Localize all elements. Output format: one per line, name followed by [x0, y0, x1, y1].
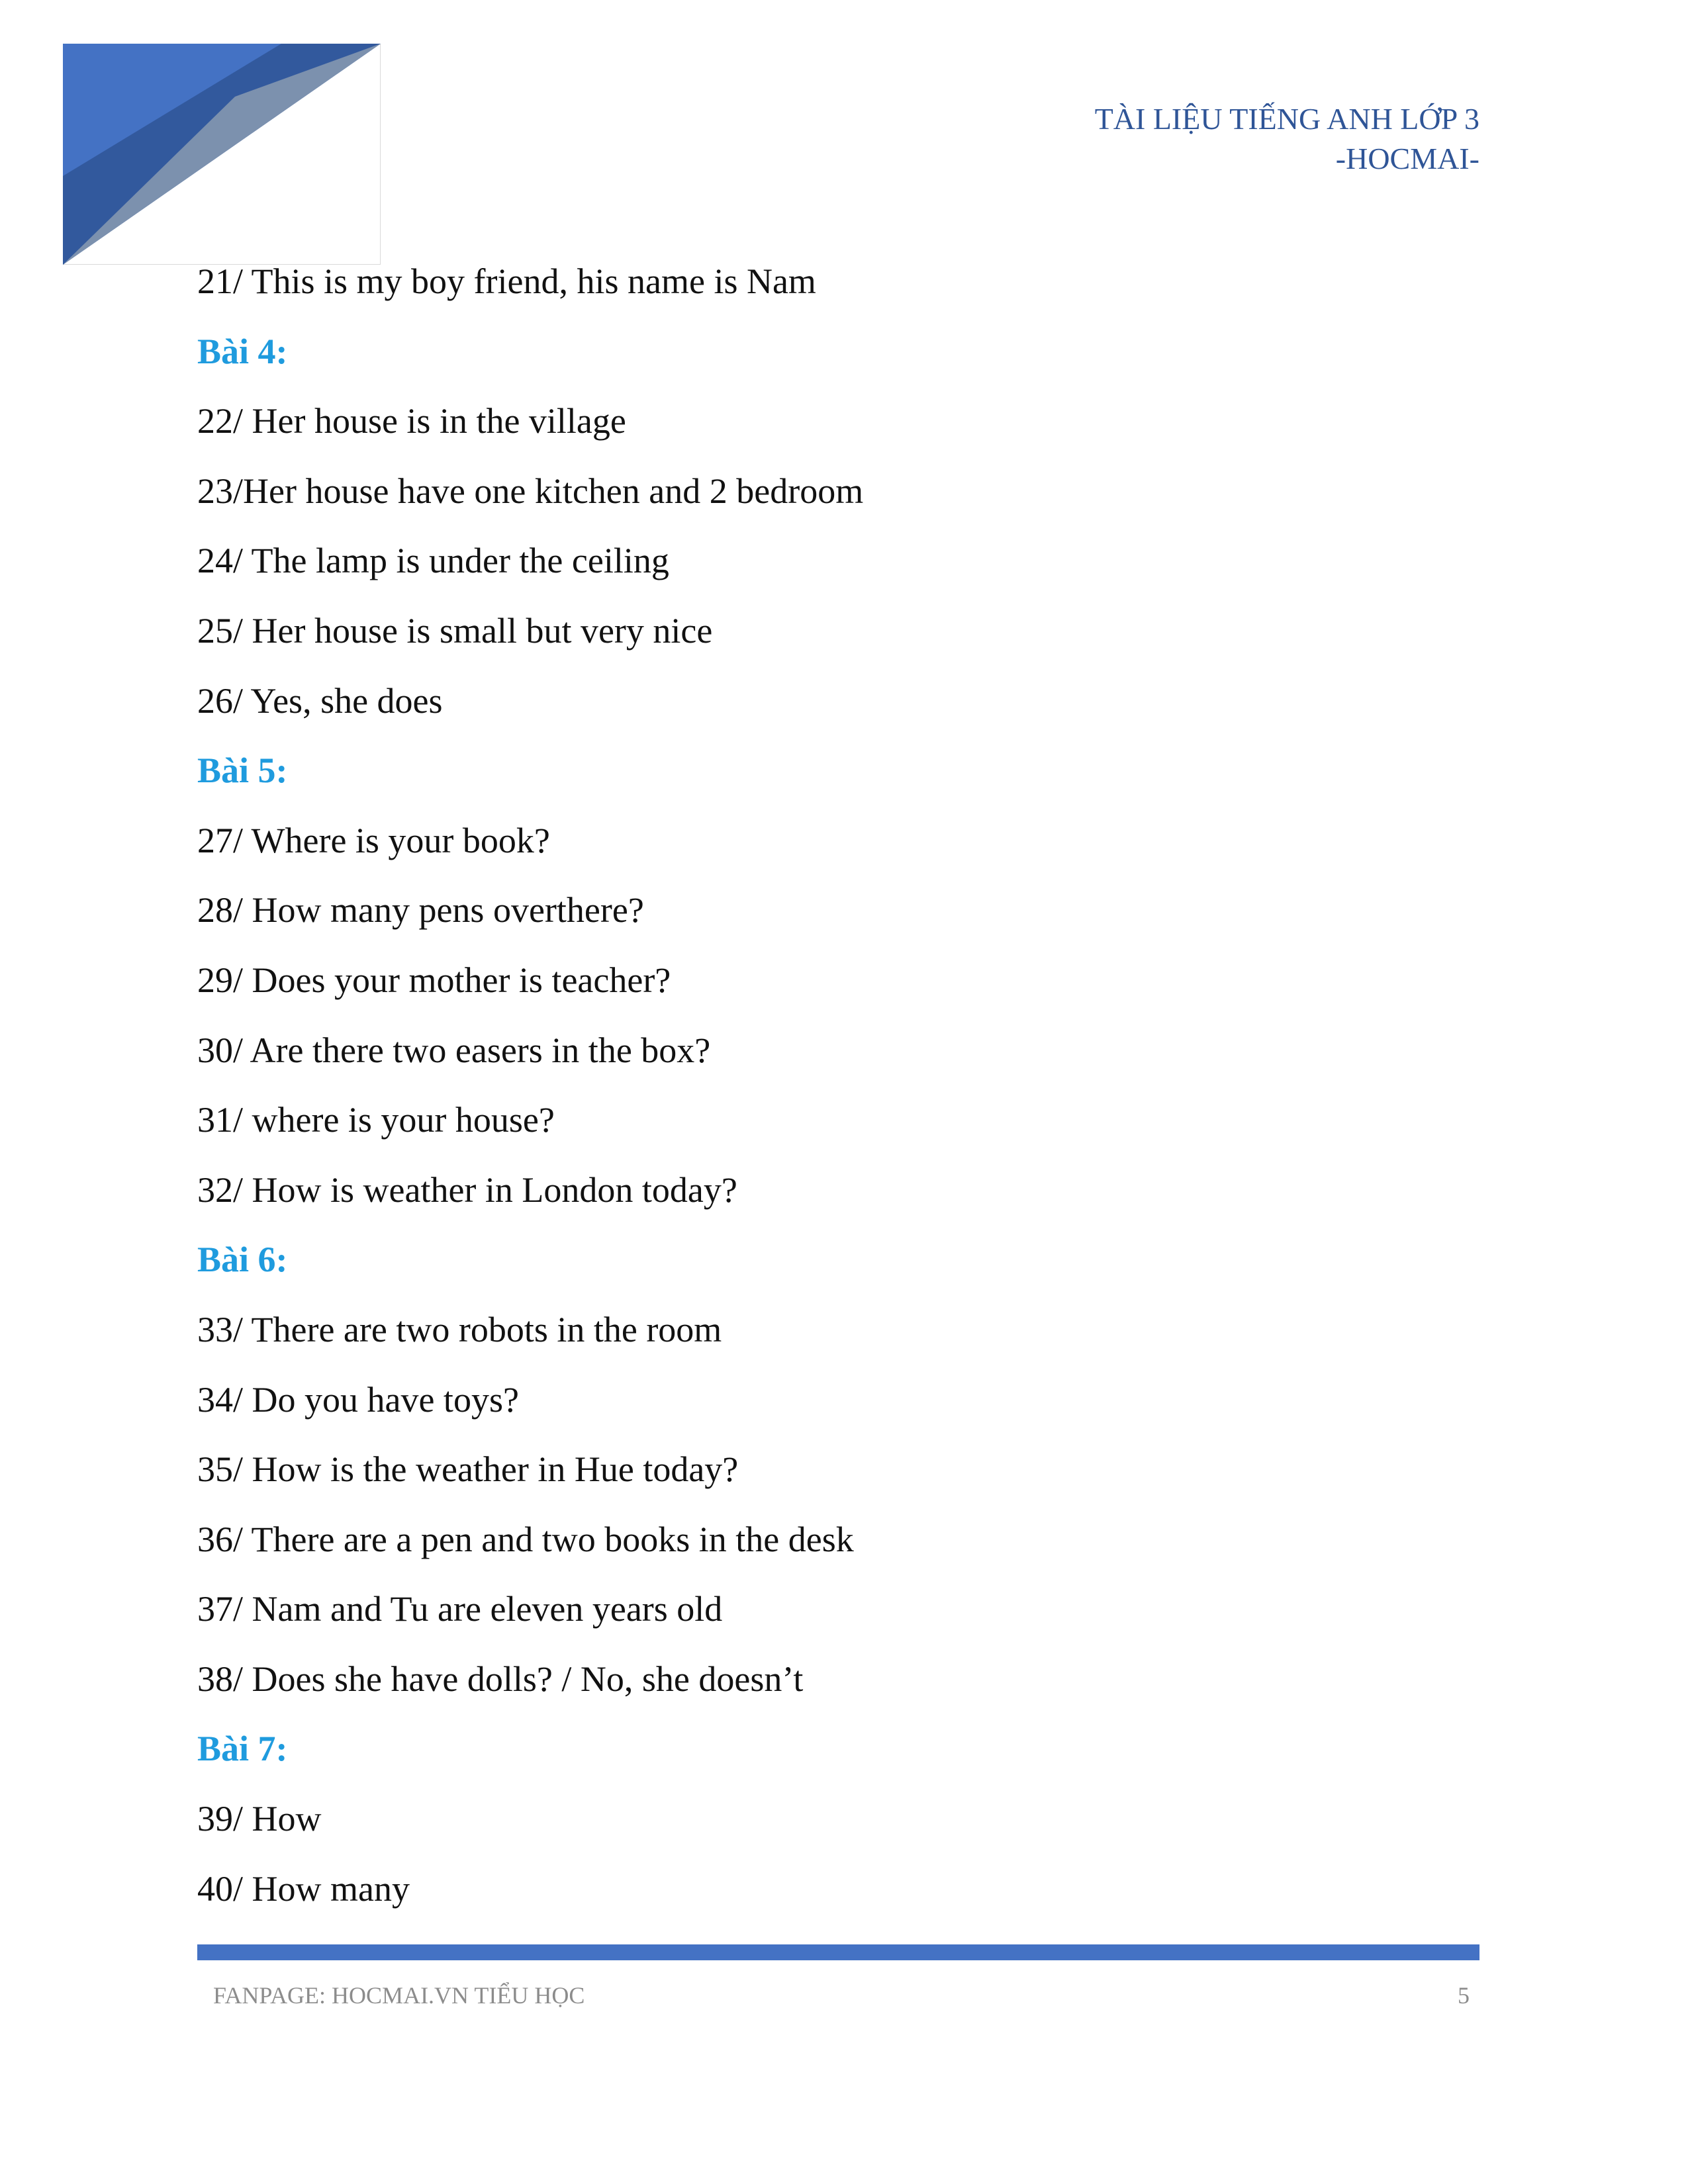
answer-line: 32/ How is weather in London today?	[197, 1169, 737, 1210]
answer-line: 31/ where is your house?	[197, 1100, 555, 1140]
page-number: 5	[1458, 1982, 1470, 2009]
answer-line: 22/ Her house is in the village	[197, 401, 626, 441]
answer-line: 36/ There are a pen and two books in the desk	[197, 1519, 854, 1559]
answer-list	[197, 255, 1488, 1932]
answer-line: 37/ Nam and Tu are eleven years old	[197, 1589, 723, 1629]
section-heading: Bài 5:	[197, 751, 288, 791]
footer-fanpage-text: FANPAGE: HOCMAI.VN TIỂU HỌC	[213, 1982, 585, 2009]
answer-line: 28/ How many pens overthere?	[197, 890, 644, 931]
answer-line: 39/ How	[197, 1799, 322, 1839]
answer-line: 29/ Does your mother is teacher?	[197, 960, 671, 1000]
footer-divider-bar	[197, 1944, 1479, 1960]
header-subtitle: -HOCMAI-	[1335, 142, 1479, 175]
answer-line: 27/ Where is your book?	[197, 820, 550, 860]
answer-line: 25/ Her house is small but very nice	[197, 610, 713, 651]
answer-line: 26/ Yes, she does	[197, 680, 443, 721]
section-heading: Bài 4:	[197, 331, 288, 371]
answer-line: 23/Her house have one kitchen and 2 bedroom	[197, 471, 864, 511]
answer-line: 40/ How many	[197, 1868, 410, 1909]
section-heading: Bài 6:	[197, 1240, 288, 1280]
answer-line: 21/ This is my boy friend, his name is Nam	[197, 261, 816, 301]
document-header	[1095, 99, 1479, 179]
section-heading: Bài 7:	[197, 1729, 288, 1769]
answer-line: 30/ Are there two easers in the box?	[197, 1030, 711, 1070]
answer-line: 34/ Do you have toys?	[197, 1379, 519, 1420]
corner-decoration-graphic	[63, 44, 381, 265]
answer-line: 35/ How is the weather in Hue today?	[197, 1449, 739, 1490]
answer-line: 24/ The lamp is under the ceiling	[197, 541, 669, 581]
header-title: TÀI LIỆU TIẾNG ANH LỚP 3	[1094, 102, 1479, 136]
answer-line: 33/ There are two robots in the room	[197, 1309, 722, 1349]
answer-line: 38/ Does she have dolls? / No, she doesn’t	[197, 1659, 804, 1699]
